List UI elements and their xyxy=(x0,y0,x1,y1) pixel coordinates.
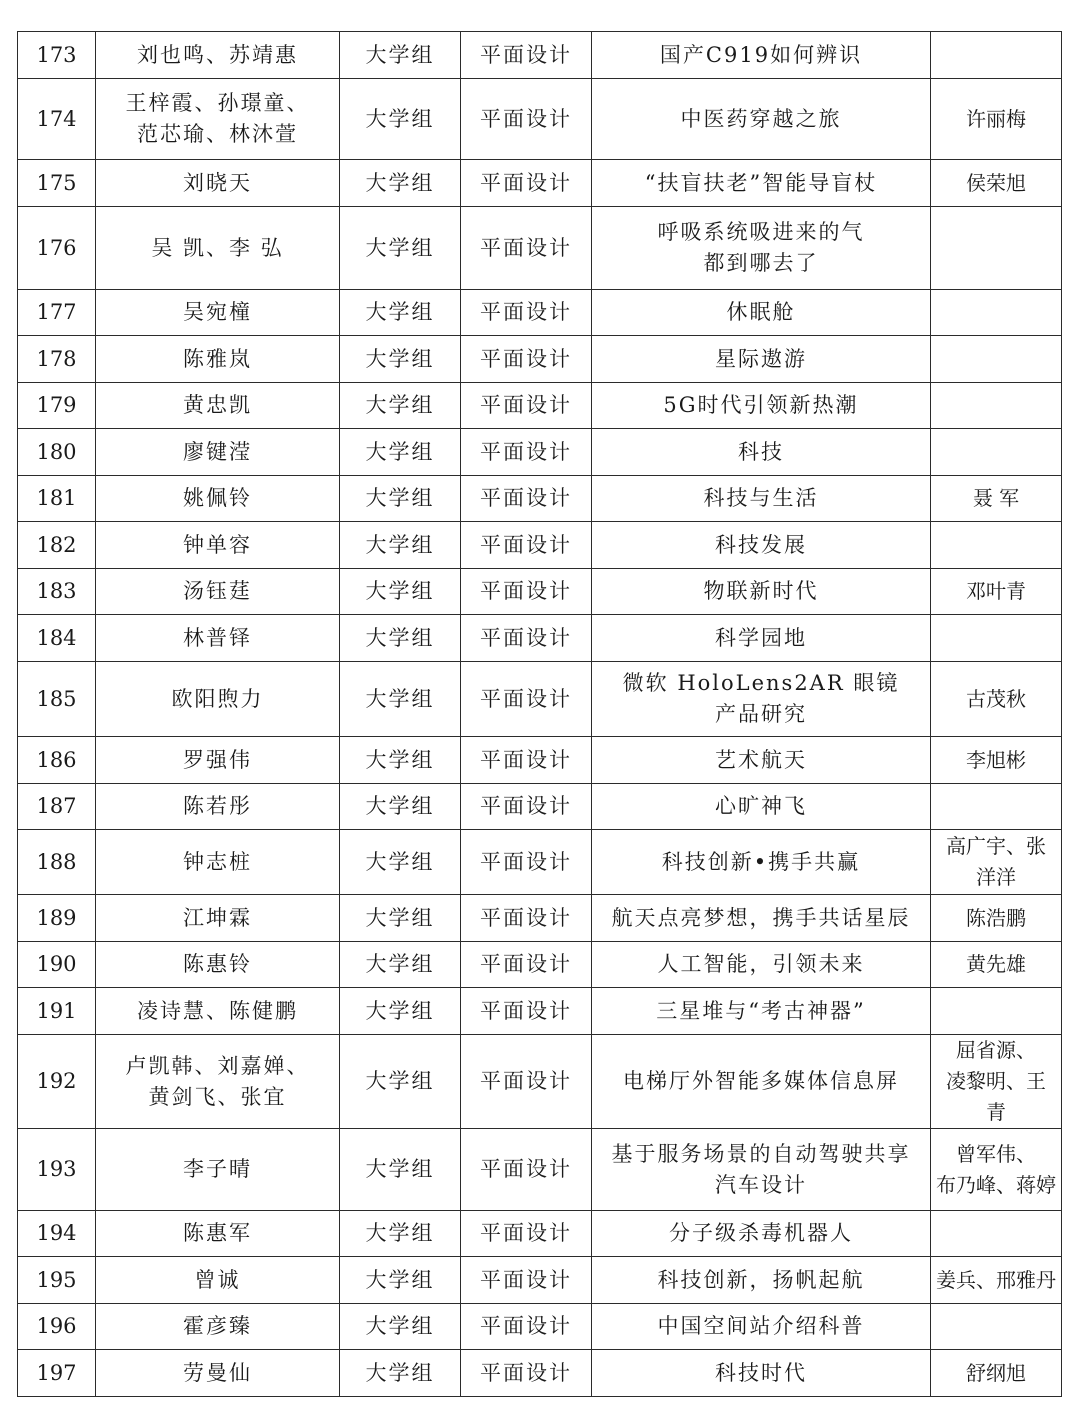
category-cell: 平面设计 xyxy=(461,662,592,737)
row-number-cell: 179 xyxy=(18,383,96,429)
teacher-line: 古茂秋 xyxy=(966,686,1026,711)
participant-names-cell xyxy=(96,1211,340,1257)
row-number-cell: 194 xyxy=(18,1211,96,1257)
title-line: 分子级杀毒机器人 xyxy=(669,1221,853,1245)
teacher-line: 布乃峰、蒋婷 xyxy=(936,1172,1056,1197)
teacher-cell xyxy=(931,1035,1062,1129)
row-number-cell: 177 xyxy=(18,290,96,336)
group-cell: 大学组 xyxy=(340,830,461,895)
teacher-line: 舒纲旭 xyxy=(966,1360,1026,1385)
group-cell: 大学组 xyxy=(340,79,461,160)
category-cell: 平面设计 xyxy=(461,1257,592,1304)
award-table xyxy=(17,31,1062,1397)
teacher-line: 姜兵、邢雅丹 xyxy=(936,1267,1056,1292)
teacher-cell xyxy=(931,160,1062,207)
teacher-cell xyxy=(931,1304,1062,1350)
group-cell: 大学组 xyxy=(340,1350,461,1397)
category-cell: 平面设计 xyxy=(461,383,592,429)
category-cell: 平面设计 xyxy=(461,615,592,662)
table-row xyxy=(18,1211,1062,1257)
teacher-cell xyxy=(931,1257,1062,1304)
work-title-cell xyxy=(592,522,931,569)
category-cell: 平面设计 xyxy=(461,895,592,942)
title-line: 休眠舱 xyxy=(726,300,796,324)
teacher-cell xyxy=(931,207,1062,290)
participant-names-cell xyxy=(96,32,340,79)
work-title-cell xyxy=(592,737,931,784)
title-line: “扶盲扶老”智能导盲杖 xyxy=(644,170,878,195)
row-number-cell: 180 xyxy=(18,429,96,476)
category-cell: 平面设计 xyxy=(461,522,592,569)
work-title-cell xyxy=(592,662,931,737)
group-cell: 大学组 xyxy=(340,476,461,522)
work-title-cell xyxy=(592,476,931,522)
participant-names-cell xyxy=(96,290,340,336)
group-cell: 大学组 xyxy=(340,429,461,476)
names-line: 钟志桩 xyxy=(183,849,252,874)
row-number-cell: 189 xyxy=(18,895,96,942)
row-number-cell: 176 xyxy=(18,207,96,290)
names-line: 霍彦臻 xyxy=(183,1314,252,1338)
group-cell: 大学组 xyxy=(340,32,461,79)
names-line: 汤钰莛 xyxy=(183,579,252,603)
table-row xyxy=(18,207,1062,290)
group-cell: 大学组 xyxy=(340,784,461,830)
table-row xyxy=(18,830,1062,895)
work-title-cell xyxy=(592,895,931,942)
group-cell: 大学组 xyxy=(340,895,461,942)
names-line: 曾诚 xyxy=(194,1267,241,1292)
title-line: 基于服务场景的自动驾驶共享 xyxy=(611,1141,911,1166)
row-number-cell: 173 xyxy=(18,32,96,79)
category-cell: 平面设计 xyxy=(461,79,592,160)
group-cell: 大学组 xyxy=(340,522,461,569)
work-title-cell xyxy=(592,942,931,988)
teacher-cell xyxy=(931,79,1062,160)
participant-names-cell xyxy=(96,784,340,830)
table-row xyxy=(18,522,1062,569)
category-cell: 平面设计 xyxy=(461,988,592,1035)
title-line: 5G时代引领新热潮 xyxy=(663,393,859,417)
names-line: 姚佩铃 xyxy=(183,486,252,510)
names-line: 吴 凯、李 弘 xyxy=(151,235,284,260)
title-line: 汽车设计 xyxy=(715,1172,807,1197)
table-row xyxy=(18,336,1062,383)
row-number-cell: 193 xyxy=(18,1129,96,1211)
teacher-cell xyxy=(931,1129,1062,1211)
participant-names-cell xyxy=(96,476,340,522)
participant-names-cell xyxy=(96,522,340,569)
title-line: 科技发展 xyxy=(715,532,807,557)
table-row xyxy=(18,160,1062,207)
names-line: 凌诗慧、陈健鹏 xyxy=(137,998,298,1023)
row-number-cell: 174 xyxy=(18,79,96,160)
group-cell: 大学组 xyxy=(340,336,461,383)
teacher-cell xyxy=(931,615,1062,662)
table-row xyxy=(18,942,1062,988)
category-cell: 平面设计 xyxy=(461,32,592,79)
row-number-cell: 192 xyxy=(18,1035,96,1129)
category-cell: 平面设计 xyxy=(461,1035,592,1129)
category-cell: 平面设计 xyxy=(461,1129,592,1211)
teacher-line: 洋洋 xyxy=(976,865,1016,889)
table-row xyxy=(18,1035,1062,1129)
participant-names-cell xyxy=(96,207,340,290)
row-number-cell: 183 xyxy=(18,569,96,615)
category-cell: 平面设计 xyxy=(461,569,592,615)
row-number-cell: 191 xyxy=(18,988,96,1035)
teacher-line: 屈省源、 xyxy=(956,1038,1036,1062)
names-line: 陈雅岚 xyxy=(183,346,252,371)
category-cell: 平面设计 xyxy=(461,160,592,207)
group-cell: 大学组 xyxy=(340,1035,461,1129)
title-line: 科技创新，扬帆起航 xyxy=(657,1267,865,1292)
row-number-cell: 185 xyxy=(18,662,96,737)
group-cell: 大学组 xyxy=(340,1257,461,1304)
table-row xyxy=(18,429,1062,476)
teacher-cell xyxy=(931,429,1062,476)
group-cell: 大学组 xyxy=(340,290,461,336)
work-title-cell xyxy=(592,1129,931,1211)
category-cell: 平面设计 xyxy=(461,476,592,522)
participant-names-cell xyxy=(96,895,340,942)
work-title-cell xyxy=(592,383,931,429)
teacher-line: 凌黎明、王 青 xyxy=(946,1069,1046,1124)
names-line: 陈惠铃 xyxy=(183,952,252,976)
group-cell: 大学组 xyxy=(340,160,461,207)
teacher-cell xyxy=(931,1211,1062,1257)
teacher-cell xyxy=(931,290,1062,336)
row-number-cell: 196 xyxy=(18,1304,96,1350)
work-title-cell xyxy=(592,207,931,290)
title-line: 物联新时代 xyxy=(703,579,819,603)
teacher-cell xyxy=(931,522,1062,569)
teacher-cell xyxy=(931,569,1062,615)
title-line: 科技 xyxy=(738,439,784,464)
row-number-cell: 184 xyxy=(18,615,96,662)
group-cell: 大学组 xyxy=(340,942,461,988)
teacher-cell xyxy=(931,895,1062,942)
group-cell: 大学组 xyxy=(340,988,461,1035)
teacher-cell xyxy=(931,988,1062,1035)
work-title-cell xyxy=(592,290,931,336)
group-cell: 大学组 xyxy=(340,383,461,429)
award-list-sheet xyxy=(17,31,1061,1397)
names-line: 王梓霞、孙璟童、 xyxy=(125,91,310,115)
row-number-cell: 190 xyxy=(18,942,96,988)
category-cell: 平面设计 xyxy=(461,784,592,830)
names-line: 陈惠军 xyxy=(183,1221,252,1245)
table-row xyxy=(18,737,1062,784)
table-row xyxy=(18,1257,1062,1304)
title-line: 产品研究 xyxy=(715,702,807,726)
names-line: 刘也鸣、苏靖惠 xyxy=(137,42,298,67)
names-line: 李子晴 xyxy=(183,1157,252,1181)
row-number-cell: 187 xyxy=(18,784,96,830)
participant-names-cell xyxy=(96,1257,340,1304)
title-line: 心旷神飞 xyxy=(715,794,807,818)
row-number-cell: 181 xyxy=(18,476,96,522)
table-row xyxy=(18,32,1062,79)
table-row xyxy=(18,988,1062,1035)
names-line: 廖键滢 xyxy=(183,439,252,464)
group-cell: 大学组 xyxy=(340,615,461,662)
group-cell: 大学组 xyxy=(340,662,461,737)
title-line: 都到哪去了 xyxy=(703,251,819,275)
title-line: 三星堆与“考古神器” xyxy=(656,998,866,1023)
teacher-line: 侯荣旭 xyxy=(966,170,1026,195)
category-cell: 平面设计 xyxy=(461,1211,592,1257)
title-line: 人工智能，引领未来 xyxy=(657,952,865,976)
row-number-cell: 188 xyxy=(18,830,96,895)
group-cell: 大学组 xyxy=(340,1211,461,1257)
work-title-cell xyxy=(592,1304,931,1350)
participant-names-cell xyxy=(96,383,340,429)
table-row xyxy=(18,784,1062,830)
title-line: 科技时代 xyxy=(715,1360,807,1385)
teacher-cell xyxy=(931,336,1062,383)
names-line: 刘晓天 xyxy=(183,170,252,195)
names-line: 钟单容 xyxy=(183,532,252,557)
participant-names-cell xyxy=(96,569,340,615)
names-line: 罗强伟 xyxy=(183,747,252,772)
title-line: 国产C919如何辨识 xyxy=(659,42,863,67)
work-title-cell xyxy=(592,429,931,476)
participant-names-cell xyxy=(96,1304,340,1350)
names-line: 黄忠凯 xyxy=(183,393,252,417)
teacher-line: 高广宇、张 xyxy=(946,834,1046,858)
row-number-cell: 186 xyxy=(18,737,96,784)
teacher-cell xyxy=(931,784,1062,830)
group-cell: 大学组 xyxy=(340,1304,461,1350)
table-row xyxy=(18,569,1062,615)
teacher-line: 许丽梅 xyxy=(966,106,1026,131)
category-cell: 平面设计 xyxy=(461,830,592,895)
names-line: 吴宛橦 xyxy=(183,300,252,324)
teacher-cell xyxy=(931,32,1062,79)
participant-names-cell xyxy=(96,336,340,383)
title-line: 科技创新•携手共赢 xyxy=(661,849,861,874)
participant-names-cell xyxy=(96,942,340,988)
names-line: 劳曼仙 xyxy=(183,1360,252,1385)
category-cell: 平面设计 xyxy=(461,336,592,383)
table-row xyxy=(18,1350,1062,1397)
teacher-line: 曾军伟、 xyxy=(956,1141,1036,1166)
work-title-cell xyxy=(592,569,931,615)
participant-names-cell xyxy=(96,1350,340,1397)
participant-names-cell xyxy=(96,988,340,1035)
work-title-cell xyxy=(592,1257,931,1304)
work-title-cell xyxy=(592,830,931,895)
work-title-cell xyxy=(592,988,931,1035)
participant-names-cell xyxy=(96,615,340,662)
table-row xyxy=(18,895,1062,942)
participant-names-cell xyxy=(96,662,340,737)
category-cell: 平面设计 xyxy=(461,207,592,290)
table-row xyxy=(18,1129,1062,1211)
title-line: 电梯厅外智能多媒体信息屏 xyxy=(623,1069,899,1093)
teacher-line: 聂 军 xyxy=(972,486,1020,510)
teacher-cell xyxy=(931,476,1062,522)
participant-names-cell xyxy=(96,79,340,160)
work-title-cell xyxy=(592,1350,931,1397)
category-cell: 平面设计 xyxy=(461,737,592,784)
category-cell: 平面设计 xyxy=(461,429,592,476)
category-cell: 平面设计 xyxy=(461,1350,592,1397)
award-table-body xyxy=(18,32,1062,1397)
names-line: 欧阳煦力 xyxy=(171,686,264,711)
row-number-cell: 197 xyxy=(18,1350,96,1397)
title-line: 星际遨游 xyxy=(715,346,807,371)
title-line: 中国空间站介绍科普 xyxy=(657,1314,865,1338)
work-title-cell xyxy=(592,79,931,160)
row-number-cell: 178 xyxy=(18,336,96,383)
participant-names-cell xyxy=(96,160,340,207)
table-row xyxy=(18,615,1062,662)
teacher-cell xyxy=(931,1350,1062,1397)
row-number-cell: 182 xyxy=(18,522,96,569)
teacher-cell xyxy=(931,383,1062,429)
category-cell: 平面设计 xyxy=(461,942,592,988)
work-title-cell xyxy=(592,615,931,662)
title-line: 中医药穿越之旅 xyxy=(680,106,842,131)
row-number-cell: 195 xyxy=(18,1257,96,1304)
teacher-line: 黄先雄 xyxy=(966,952,1026,976)
group-cell: 大学组 xyxy=(340,569,461,615)
group-cell: 大学组 xyxy=(340,1129,461,1211)
teacher-line: 李旭彬 xyxy=(966,747,1026,772)
participant-names-cell xyxy=(96,429,340,476)
title-line: 微软 HoloLens2AR 眼镜 xyxy=(622,671,900,695)
work-title-cell xyxy=(592,1035,931,1129)
title-line: 航天点亮梦想，携手共话星辰 xyxy=(611,905,911,930)
names-line: 黄剑飞、张宜 xyxy=(148,1084,287,1109)
table-row xyxy=(18,79,1062,160)
group-cell: 大学组 xyxy=(340,737,461,784)
title-line: 呼吸系统吸进来的气 xyxy=(657,220,865,244)
row-number-cell: 175 xyxy=(18,160,96,207)
names-line: 林普铎 xyxy=(183,625,252,650)
work-title-cell xyxy=(592,160,931,207)
teacher-cell xyxy=(931,830,1062,895)
names-line: 陈若彤 xyxy=(183,794,252,818)
title-line: 艺术航天 xyxy=(715,747,807,772)
teacher-line: 邓叶青 xyxy=(966,579,1026,603)
work-title-cell xyxy=(592,336,931,383)
table-row xyxy=(18,290,1062,336)
participant-names-cell xyxy=(96,1035,340,1129)
category-cell: 平面设计 xyxy=(461,290,592,336)
table-row xyxy=(18,662,1062,737)
teacher-line: 陈浩鹏 xyxy=(966,905,1026,930)
participant-names-cell xyxy=(96,1129,340,1211)
teacher-cell xyxy=(931,662,1062,737)
table-row xyxy=(18,1304,1062,1350)
names-line: 卢凯韩、刘嘉婵、 xyxy=(125,1053,310,1078)
title-line: 科技与生活 xyxy=(703,486,819,510)
title-line: 科学园地 xyxy=(715,625,807,650)
category-cell: 平面设计 xyxy=(461,1304,592,1350)
work-title-cell xyxy=(592,32,931,79)
teacher-cell xyxy=(931,942,1062,988)
participant-names-cell xyxy=(96,737,340,784)
teacher-cell xyxy=(931,737,1062,784)
participant-names-cell xyxy=(96,830,340,895)
work-title-cell xyxy=(592,784,931,830)
work-title-cell xyxy=(592,1211,931,1257)
names-line: 范芯瑜、林沐萱 xyxy=(137,122,298,146)
table-row xyxy=(18,476,1062,522)
names-line: 江坤霖 xyxy=(183,905,252,930)
group-cell: 大学组 xyxy=(340,207,461,290)
table-row xyxy=(18,383,1062,429)
